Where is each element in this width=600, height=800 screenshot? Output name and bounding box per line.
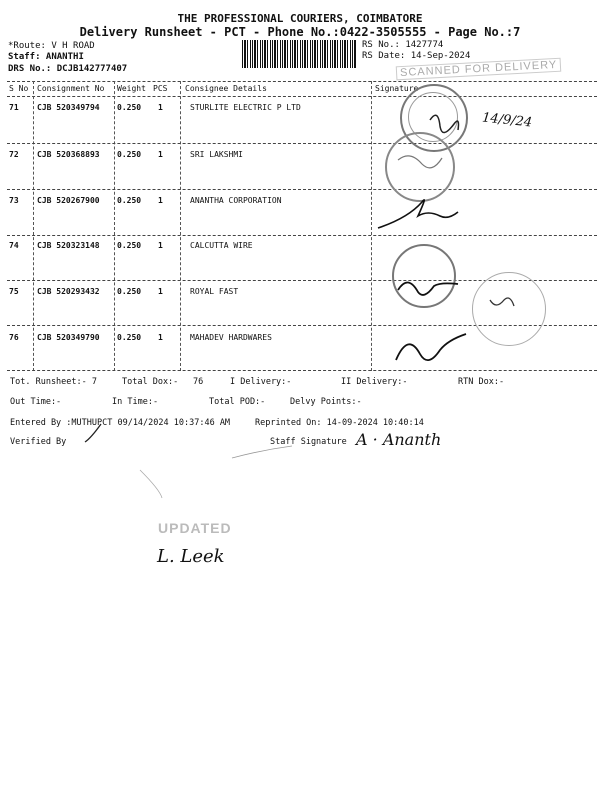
- row-sno: 76: [9, 333, 19, 342]
- row-pcs: 1: [158, 333, 163, 342]
- row-weight: 0.250: [117, 196, 142, 205]
- row-consignment: CJB 520293432: [37, 287, 100, 296]
- row-pcs: 1: [158, 150, 163, 159]
- scanned-stamp: SCANNED FOR DELIVERY: [396, 58, 562, 81]
- company-title: THE PROFESSIONAL COURIERS, COIMBATORE: [177, 12, 423, 25]
- row-consignee: STURLITE ELECTRIC P LTD: [190, 103, 301, 112]
- row-consignee: CALCUTTA WIRE: [190, 241, 253, 250]
- row-sno: 74: [9, 241, 19, 250]
- row-sno: 72: [9, 150, 19, 159]
- total-runsheet: Tot. Runsheet:- 7: [10, 377, 97, 387]
- row-consignee: ROYAL FAST: [190, 287, 239, 296]
- reprinted-on: Reprinted On: 14-09-2024 10:40:14: [255, 418, 424, 428]
- drs-number: DRS No.: DCJB142777407: [8, 64, 128, 74]
- row-weight: 0.250: [117, 150, 142, 159]
- row-pcs: 1: [158, 196, 163, 205]
- rs-number: RS No.: 1427774: [362, 40, 444, 50]
- col-pcs: PCS: [153, 84, 168, 93]
- row-pcs: 1: [158, 287, 163, 296]
- out-time: Out Time:-: [10, 397, 62, 407]
- row-consignment: CJB 520368893: [37, 150, 100, 159]
- col-consignee: Consignee Details: [185, 84, 267, 93]
- i-delivery: I Delivery:-: [230, 377, 292, 387]
- total-dox-label: Total Dox:-: [122, 377, 179, 387]
- col-signature: Signature: [375, 84, 419, 93]
- total-dox-count: 76: [193, 377, 204, 387]
- rtn-dox: RTN Dox:-: [458, 377, 505, 387]
- rs-date: RS Date: 14-Sep-2024: [362, 51, 471, 61]
- row-weight: 0.250: [117, 103, 142, 112]
- row-pcs: 1: [158, 103, 163, 112]
- col-sno: S No: [9, 84, 29, 93]
- route-label: *Route: V H ROAD: [8, 41, 95, 51]
- row-sno: 71: [9, 103, 19, 112]
- col-consignment: Consignment No: [37, 84, 105, 93]
- staff-signature-label: Staff Signature: [270, 437, 347, 447]
- row-consignee: SRI LAKSHMI: [190, 150, 243, 159]
- ii-delivery: II Delivery:-: [341, 377, 408, 387]
- verified-by: Verified By: [10, 437, 67, 447]
- delvy-points: Delvy Points:-: [290, 397, 362, 407]
- row-pcs: 1: [158, 241, 163, 250]
- col-weight: Weight: [117, 84, 146, 93]
- row-consignment: CJB 520267900: [37, 196, 100, 205]
- updated-signature: L. Leek: [157, 546, 225, 567]
- row-sno: 75: [9, 287, 19, 296]
- row-sno: 73: [9, 196, 19, 205]
- row-weight: 0.250: [117, 333, 142, 342]
- row-consignment: CJB 520349790: [37, 333, 100, 342]
- row-consignee: ANANTHA CORPORATION: [190, 196, 282, 205]
- runsheet-subtitle: Delivery Runsheet - PCT - Phone No.:0422-3505555 - Page No.:7: [79, 25, 521, 39]
- entered-by: Entered By :MUTHUPCT 09/14/2024 10:37:46 AM: [10, 418, 231, 428]
- row-consignee: MAHADEV HARDWARES: [190, 333, 272, 342]
- in-time: In Time:-: [112, 397, 159, 407]
- row-consignment: CJB 520349794: [37, 103, 100, 112]
- updated-stamp: UPDATED: [158, 520, 232, 536]
- staff-signature-hand: A · Ananth: [356, 430, 442, 449]
- row-consignment: CJB 520323148: [37, 241, 100, 250]
- total-pod: Total POD:-: [209, 397, 266, 407]
- row-weight: 0.250: [117, 241, 142, 250]
- row-signature-date: 14/9/24: [481, 110, 533, 131]
- row-weight: 0.250: [117, 287, 142, 296]
- staff-label: Staff: ANANTHI: [8, 52, 84, 62]
